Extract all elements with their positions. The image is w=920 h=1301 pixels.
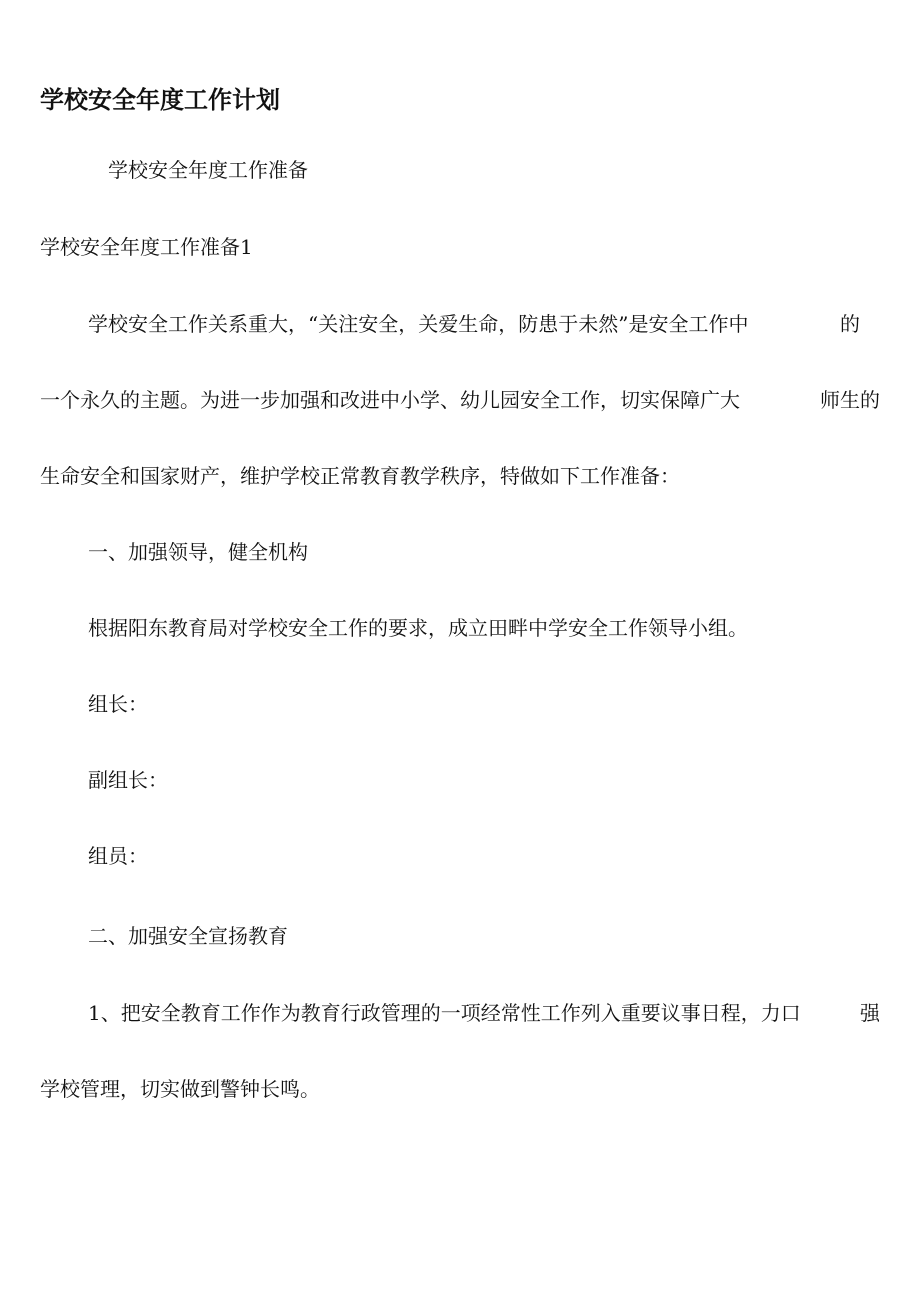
- role-members: 组员：: [88, 844, 148, 868]
- section-2-item-1-line-1: [88, 999, 880, 1027]
- document-title: 学校安全年度工作计划: [40, 85, 280, 114]
- intro-line-1: [88, 310, 860, 338]
- section-2-item-1-line-1-tail: 强: [860, 1001, 880, 1025]
- section-1-heading: 一、加强领导，健全机构: [88, 540, 308, 564]
- section-2-heading: 二、加强安全宣扬教育: [88, 924, 288, 948]
- intro-line-1-main: 学校安全工作关系重大，“关注安全，关爱生命，防患于未然”是安全工作中: [88, 312, 749, 336]
- intro-line-3: 生命安全和国家财产，维护学校正常教育教学秩序，特做如下工作准备：: [40, 464, 680, 488]
- intro-line-2: [40, 386, 880, 414]
- section-2-item-1-line-1-main: 1、把安全教育工作作为教育行政管理的一项经常性工作列入重要议事日程，力口: [88, 1001, 801, 1025]
- intro-line-2-tail: 师生的: [820, 388, 880, 412]
- role-deputy-leader: 副组长：: [88, 768, 168, 792]
- section-heading: 学校安全年度工作准备1: [40, 235, 253, 259]
- document-subtitle: 学校安全年度工作准备: [108, 158, 308, 182]
- role-leader: 组长：: [88, 692, 148, 716]
- section-1-text: 根据阳东教育局对学校安全工作的要求，成立田畔中学安全工作领导小组。: [88, 616, 748, 640]
- section-2-item-1-line-2: 学校管理，切实做到警钟长鸣。: [40, 1077, 320, 1101]
- intro-line-1-tail: 的: [840, 312, 860, 336]
- intro-line-2-main: 一个永久的主题。为进一步加强和改进中小学、幼儿园安全工作，切实保障广大: [40, 388, 740, 412]
